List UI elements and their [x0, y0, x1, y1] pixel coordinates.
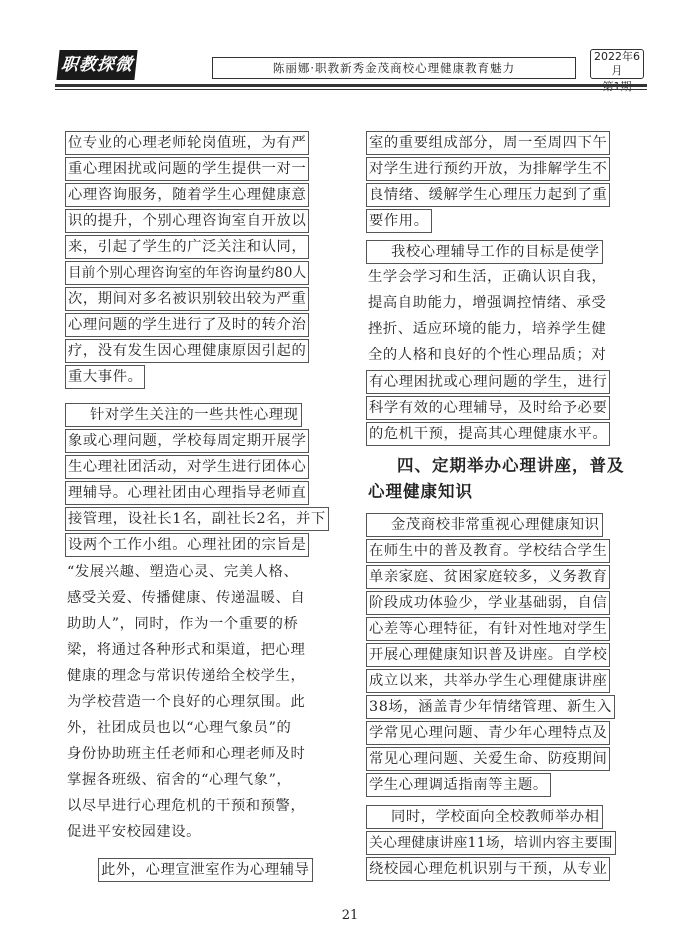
text-line: 学常见心理问题、青少年心理特点及	[366, 721, 610, 745]
text-line: 常见心理问题、关爱生命、防疫期间	[366, 747, 610, 771]
section-heading: 四、定期举办心理讲座，普及	[397, 456, 625, 475]
text-line: 心理咨询服务，随着学生心理健康意	[65, 183, 309, 207]
magazine-logo: 职教探微	[56, 50, 137, 80]
text-line: 绕校园心理危机识别与干预，从专业	[366, 857, 610, 881]
text-line: “发展兴趣、塑造心灵、完美人格、	[67, 564, 299, 580]
text-line: 重心理困扰或问题的学生提供一对一	[65, 157, 309, 181]
text-line: 阶段成功体验少，学业基础弱，自信	[366, 591, 610, 615]
text-line: 良情绪、缓解学生心理压力起到了重	[366, 183, 610, 207]
section-heading: 心理健康知识	[368, 482, 473, 501]
header-rule-thin	[55, 89, 647, 90]
text-line: 设两个工作小组。心理社团的宗旨是	[65, 533, 309, 557]
text-line: 理辅导。心理社团由心理指导老师直	[65, 481, 309, 505]
text-line: 对学生进行预约开放，为排解学生不	[366, 157, 610, 181]
text-line: 开展心理健康知识普及讲座。自学校	[366, 643, 610, 667]
text-line: 重大事件。	[65, 365, 145, 389]
text-line: 次，期间对多名被识别较出较为严重	[65, 287, 309, 311]
text-line: 38场，涵盖青少年情绪管理、新生入	[366, 695, 615, 719]
text-line: 助助人”，同时，作为一个重要的桥	[67, 616, 299, 632]
text-line: 要作用。	[366, 209, 432, 233]
paragraph-start-line: 针对学生关注的一些共性心理现	[65, 403, 302, 427]
paragraph-start-line: 同时，学校面向全校教师举办相	[366, 805, 603, 829]
text-line: 提高自助能力，增强调控情绪、承受	[368, 295, 607, 311]
issue-date: 2022年6月	[590, 49, 644, 79]
text-line: 识的提升，个别心理咨询室自开放以	[65, 209, 309, 233]
issue-info	[590, 49, 644, 94]
running-header-title: 陈丽娜·职教新秀金茂商校心理健康教育魅力	[212, 57, 576, 79]
text-line: 挫折、适应环境的能力，培养学生健	[368, 321, 607, 337]
text-line: 疗，没有发生因心理健康原因引起的	[65, 339, 309, 363]
text-line: 接管理，设社长1名，副社长2名，并下	[65, 507, 329, 531]
text-line: 成立以来，共举办学生心理健康讲座	[366, 669, 610, 693]
text-line: 掌握各班级、宿舍的“心理气象”，	[67, 772, 292, 788]
text-line: 有心理困扰或心理问题的学生，进行	[366, 370, 610, 394]
text-line: 生心理社团活动，对学生进行团体心	[65, 455, 309, 479]
text-line: 的危机干预，提高其心理健康水平。	[366, 422, 610, 446]
text-line: 健康的理念与常识传递给全校学生，	[67, 668, 306, 684]
text-line: 科学有效的心理辅导，及时给予必要	[366, 396, 610, 420]
text-line: 关心理健康讲座11场，培训内容主要围	[366, 831, 616, 855]
text-line: 在师生中的普及教育。学校结合学生	[366, 539, 610, 563]
text-line: 室的重要组成部分，周一至周四下午	[366, 131, 610, 155]
issue-number	[590, 80, 644, 94]
text-line: 身份协助班主任老师和心理老师及时	[67, 746, 306, 762]
text-line: 位专业的心理老师轮岗值班，为有严	[65, 131, 309, 155]
text-line: 生学会学习和生活，正确认识自我，	[368, 269, 607, 285]
text-line: 学生心理调适指南等主题。	[366, 773, 551, 797]
text-line: 来，引起了学生的广泛关注和认同，	[65, 235, 309, 259]
text-line: 心差等心理特征，有针对性地对学生	[366, 617, 610, 641]
text-line: 为学校营造一个良好的心理氛围。此	[67, 694, 306, 710]
paragraph-start-line: 此外，心理宣泄室作为心理辅导	[98, 858, 313, 882]
text-line: 单亲家庭、贫困家庭较多，义务教育	[366, 565, 610, 589]
header-rule	[55, 84, 647, 87]
text-line: 促进平安校园建设。	[67, 824, 202, 840]
text-line: 目前个别心理咨询室的年咨询量约80人	[65, 261, 309, 285]
page-number: 21	[341, 908, 359, 923]
text-line: 全的人格和良好的个性心理品质；对	[368, 347, 607, 363]
text-line: 象或心理问题，学校每周定期开展学	[65, 429, 309, 453]
text-line: 以尽早进行心理危机的干预和预警，	[67, 798, 306, 814]
text-line: 梁，将通过各种形式和渠道，把心理	[67, 642, 306, 658]
text-line: 外，社团成员也以“心理气象员”的	[67, 720, 292, 736]
text-line: 感受关爱、传播健康、传递温暖、自	[67, 590, 306, 606]
paragraph-start-line: 金茂商校非常重视心理健康知识	[366, 513, 603, 537]
paragraph-start-line: 我校心理辅导工作的目标是使学	[366, 240, 603, 264]
text-line: 心理问题的学生进行了及时的转介治	[65, 313, 309, 337]
